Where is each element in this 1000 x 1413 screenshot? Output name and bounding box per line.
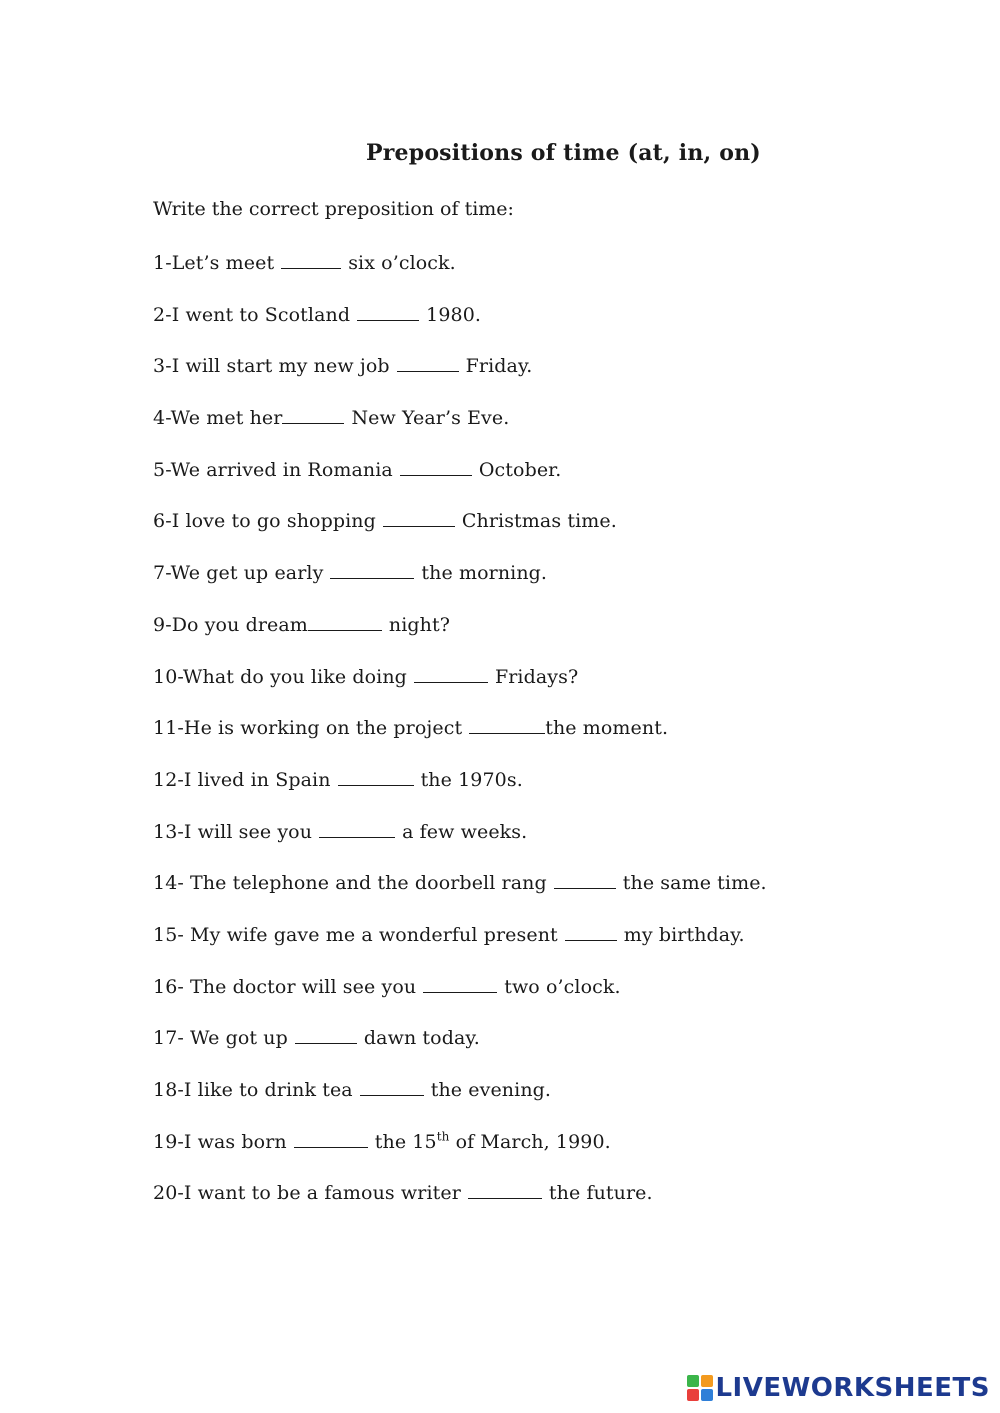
answer-blank[interactable] <box>295 1042 357 1044</box>
item-text-after: the 15 <box>374 1130 437 1153</box>
answer-blank[interactable] <box>294 1146 368 1148</box>
item-text-before: 11-He is working on the project <box>153 717 463 740</box>
exercise-item <box>153 352 767 404</box>
item-text-after: of March, 1990. <box>449 1130 611 1153</box>
answer-blank[interactable] <box>308 629 382 631</box>
item-text-after: two o’clock. <box>504 975 621 998</box>
item-text-after: dawn today. <box>363 1027 480 1050</box>
item-text-after: my birthday. <box>623 923 745 946</box>
answer-blank[interactable] <box>360 1094 424 1096</box>
exercise-item <box>153 1179 767 1231</box>
item-text-before: 18-I like to drink tea <box>153 1079 353 1101</box>
exercise-item <box>153 507 767 559</box>
answer-blank[interactable] <box>423 991 497 993</box>
exercise-item <box>153 1076 767 1128</box>
item-text-before: 10-What do you like doing <box>153 665 407 688</box>
answer-blank[interactable] <box>468 1197 542 1199</box>
exercise-item <box>153 456 767 508</box>
item-text-before: 12-I lived in Spain <box>153 768 331 791</box>
item-text-before: 19-I was born <box>153 1130 287 1153</box>
item-text-before: 15- My wife gave me a wonderful present <box>153 923 558 946</box>
answer-blank[interactable] <box>400 474 472 476</box>
exercise-item <box>153 1024 767 1076</box>
item-text-after: the morning. <box>421 562 548 585</box>
answer-blank[interactable] <box>357 319 419 321</box>
item-text-before: 13-I will see you <box>153 820 313 843</box>
answer-blank[interactable] <box>330 577 414 579</box>
logo-text: LIVEWORKSHEETS <box>715 1373 990 1403</box>
worksheet-title: Prepositions of time (at, in, on) <box>366 140 761 166</box>
exercise-item <box>153 404 767 456</box>
answer-blank[interactable] <box>565 939 617 941</box>
answer-blank[interactable] <box>319 836 395 838</box>
item-text-before: 4-We met her <box>153 407 283 430</box>
answer-blank[interactable] <box>397 370 459 372</box>
answer-blank[interactable] <box>414 681 488 683</box>
exercise-item <box>153 1128 767 1180</box>
exercise-item <box>153 249 767 301</box>
item-text-before: 2-I went to Scotland <box>153 303 351 326</box>
instruction-text: Write the correct preposition of time: <box>153 198 514 220</box>
item-text-before: 20-I want to be a famous writer <box>153 1182 461 1205</box>
item-text-after: the moment. <box>545 717 669 740</box>
item-text-after: New Year’s Eve. <box>351 407 510 430</box>
item-text-after: the 1970s. <box>420 768 523 791</box>
item-text-before: 5-We arrived in Romania <box>153 458 393 481</box>
item-text-after: the evening. <box>430 1079 552 1101</box>
item-text-after: the same time. <box>622 872 767 895</box>
item-text-before: 6-I love to go shopping <box>153 510 376 533</box>
exercise-item <box>153 869 767 921</box>
answer-blank[interactable] <box>338 784 414 786</box>
exercise-item <box>153 818 767 870</box>
exercise-item <box>153 663 767 715</box>
ordinal-suffix: th <box>436 1129 450 1144</box>
liveworksheets-logo <box>687 1373 990 1403</box>
item-text-before: 14- The telephone and the doorbell rang <box>153 872 547 895</box>
item-text-before: 16- The doctor will see you <box>153 975 417 998</box>
item-text-before: 17- We got up <box>153 1027 288 1050</box>
answer-blank[interactable] <box>383 525 455 527</box>
logo-icon <box>687 1375 713 1401</box>
item-text-before: 7-We get up early <box>153 562 324 585</box>
exercise-item <box>153 714 767 766</box>
item-text-after: Friday. <box>465 355 533 378</box>
item-text-after: six o’clock. <box>348 252 456 274</box>
item-text-after: a few weeks. <box>402 820 528 843</box>
exercise-item <box>153 611 767 663</box>
item-text-after: 1980. <box>426 303 482 326</box>
answer-blank[interactable] <box>281 267 341 269</box>
exercise-list <box>153 249 767 1231</box>
exercise-item <box>153 559 767 611</box>
answer-blank[interactable] <box>282 422 344 424</box>
item-text-after: night? <box>388 613 451 636</box>
item-text-after: Christmas time. <box>461 510 617 533</box>
item-text-before: 9-Do you dream <box>153 613 308 636</box>
exercise-item <box>153 921 767 973</box>
item-text-after: the future. <box>548 1182 653 1205</box>
item-text-after: Fridays? <box>494 665 579 688</box>
exercise-item <box>153 973 767 1025</box>
item-text-before: 1-Let’s meet <box>153 252 275 274</box>
answer-blank[interactable] <box>554 887 616 889</box>
item-text-before: 3-I will start my new job <box>153 355 390 378</box>
item-text-after: October. <box>478 458 562 481</box>
exercise-item <box>153 301 767 353</box>
exercise-item <box>153 766 767 818</box>
answer-blank[interactable] <box>469 732 545 734</box>
